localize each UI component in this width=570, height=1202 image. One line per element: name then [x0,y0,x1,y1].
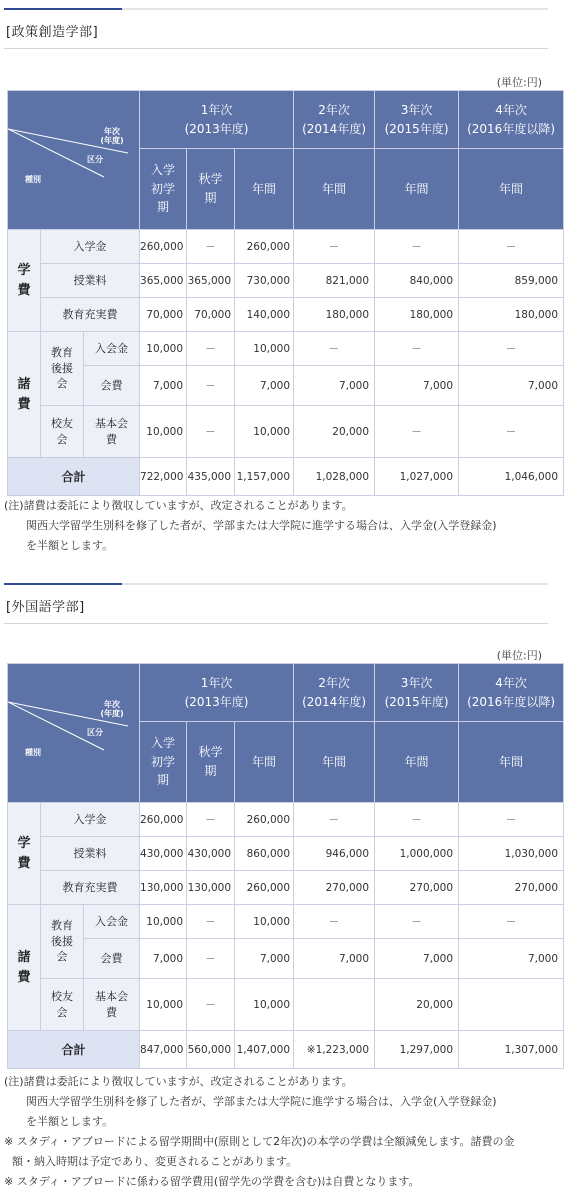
cell: 10,000 [235,979,294,1031]
section-header [0,583,570,627]
header-year4: 4年次 (2016年度以降) [459,664,564,722]
row-label-entry-fee: 入会金 [84,905,140,939]
header-year3: 3年次 (2015年度) [375,664,459,722]
header-year4: 4年次 (2016年度以降) [459,91,564,149]
row-label-total: 合計 [8,1031,140,1069]
cell: 946,000 [294,837,375,871]
header-rule [4,583,548,585]
header-rule [4,8,548,10]
cell: 260,000 [235,803,294,837]
cell: － [294,803,375,837]
header-entry-term: 入学 初学 期 [140,149,187,230]
corner-diagonals [8,664,140,803]
cell: － [187,406,235,458]
cell: 1,307,000 [459,1031,564,1069]
row-label-tuition: 授業料 [41,837,140,871]
note-line: ※ スタディ・アブロードに係わる留学費用(留学先の学費を含む)は自費となります。 [4,1175,420,1188]
corner-diagonals [8,91,140,230]
unit-label: (単位:円) [496,76,542,89]
table-row [8,332,564,366]
cell: 7,000 [235,939,294,979]
cell: 860,000 [235,837,294,871]
category-gakuhi: 学 費 [8,803,41,905]
cell: 560,000 [187,1031,235,1069]
cell: 260,000 [140,230,187,264]
cell: － [187,939,235,979]
corner-type-label: 種別 [25,748,41,757]
cell: 270,000 [294,871,375,905]
cell: 180,000 [294,298,375,332]
cell: 180,000 [459,298,564,332]
corner-division-label: 区分 [87,155,103,164]
table-row [8,905,564,939]
note-line: (注)諸費は委託により徴収していますが、改定されることがあります。 [4,499,353,512]
cell: － [459,332,564,366]
cell: － [375,803,459,837]
cell: － [375,406,459,458]
table-row [8,939,564,979]
cell: － [375,332,459,366]
header-annual: 年間 [235,722,294,803]
table-row [8,979,564,1031]
cell: 7,000 [294,366,375,406]
cell: 1,027,000 [375,458,459,496]
cell: 730,000 [235,264,294,298]
header-annual: 年間 [235,149,294,230]
header-entry-term: 入学 初学 期 [140,722,187,803]
cell: 1,030,000 [459,837,564,871]
header-annual-y3: 年間 [375,149,459,230]
section-title: [外国語学部] [6,600,85,615]
cell: － [459,803,564,837]
cell: 270,000 [459,871,564,905]
cell [459,979,564,1031]
cell: 10,000 [235,406,294,458]
cell: ※1,223,000 [294,1031,375,1069]
cell: 20,000 [375,979,459,1031]
table-row [8,264,564,298]
cell: 70,000 [140,298,187,332]
cell: － [187,803,235,837]
row-label-basic-fee: 基本会 費 [84,406,140,458]
table-row [8,230,564,264]
cell: 7,000 [375,939,459,979]
cell: 70,000 [187,298,235,332]
title-underline [4,623,548,624]
note-line: ※ スタディ・アブロードによる留学期間中(原則として2年次)の本学の学費は全額減免します。諸費の金 [4,1135,515,1148]
corner-year-label: 年次 (年度) [100,127,124,146]
cell: 7,000 [459,366,564,406]
category-shohi: 諸 費 [8,332,41,458]
cell: 847,000 [140,1031,187,1069]
corner-type-label: 種別 [25,175,41,184]
table-row-total [8,1031,564,1069]
cell: 260,000 [140,803,187,837]
header-year2: 2年次 (2014年度) [294,91,375,149]
header-year2: 2年次 (2014年度) [294,664,375,722]
table-row [8,803,564,837]
cell: － [459,406,564,458]
cell: 821,000 [294,264,375,298]
corner-division-label: 区分 [87,728,103,737]
row-label-admission: 入学金 [41,230,140,264]
header-annual-y4: 年間 [459,722,564,803]
cell: － [187,332,235,366]
header-year3: 3年次 (2015年度) [375,91,459,149]
category-shohi: 諸 費 [8,905,41,1031]
header-corner [8,91,140,230]
unit-label: (単位:円) [496,649,542,662]
table-row [8,366,564,406]
note-line: (注)諸費は委託により徴収していますが、改定されることがあります。 [4,1075,353,1088]
cell: 7,000 [140,366,187,406]
row-label-basic-fee: 基本会 費 [84,979,140,1031]
cell: 1,028,000 [294,458,375,496]
notes [4,1072,560,1192]
cell: 1,000,000 [375,837,459,871]
table-row-total [8,458,564,496]
cell: 140,000 [235,298,294,332]
header-autumn-term: 秋学 期 [187,722,235,803]
header-autumn-term: 秋学 期 [187,149,235,230]
cell: 10,000 [140,979,187,1031]
cell: 430,000 [140,837,187,871]
row-label-total: 合計 [8,458,140,496]
row-label-admission: 入学金 [41,803,140,837]
cell: 1,407,000 [235,1031,294,1069]
cell: － [375,905,459,939]
cell: 10,000 [140,905,187,939]
row-label-koyukai: 校友 会 [41,406,84,458]
cell: 722,000 [140,458,187,496]
header-year1: 1年次 (2013年度) [140,91,294,149]
cell: 10,000 [140,332,187,366]
cell: 130,000 [140,871,187,905]
corner-year-label: 年次 (年度) [100,700,124,719]
header-annual-y2: 年間 [294,149,375,230]
cell: 130,000 [187,871,235,905]
header-year1: 1年次 (2013年度) [140,664,294,722]
cell: － [459,905,564,939]
cell: 7,000 [235,366,294,406]
row-label-membership: 会費 [84,939,140,979]
cell: 180,000 [375,298,459,332]
note-line: を半額とします。 [26,539,114,552]
cell: 1,157,000 [235,458,294,496]
note-line: 関西大学留学生別科を修了した者が、学部または大学院に進学する場合は、入学金(入学登録金) [26,519,497,532]
table-row [8,406,564,458]
header-corner [8,664,140,803]
row-label-entry-fee: 入会金 [84,332,140,366]
cell: － [187,230,235,264]
cell: 1,046,000 [459,458,564,496]
header-annual-y4: 年間 [459,149,564,230]
cell: 7,000 [294,939,375,979]
row-label-education-fee: 教育充実費 [41,871,140,905]
cell: 7,000 [140,939,187,979]
note-line: 額・納入時期は予定であり、変更されることがあります。 [12,1155,298,1168]
cell: － [294,230,375,264]
section-gaikokugo [0,583,570,1198]
section-title: [政策創造学部] [6,25,99,40]
row-label-koenkai: 教育 後援 会 [41,905,84,979]
cell: 365,000 [187,264,235,298]
cell: 20,000 [294,406,375,458]
fee-table [7,90,564,496]
row-label-membership: 会費 [84,366,140,406]
table-row [8,837,564,871]
title-underline [4,48,548,49]
row-label-education-fee: 教育充実費 [41,298,140,332]
cell: － [294,332,375,366]
category-gakuhi: 学 費 [8,230,41,332]
table-row [8,298,564,332]
cell: 1,297,000 [375,1031,459,1069]
note-line: を半額とします。 [26,1115,114,1128]
cell: 10,000 [140,406,187,458]
cell: 365,000 [140,264,187,298]
cell [294,979,375,1031]
fee-table [7,663,564,1069]
cell: 270,000 [375,871,459,905]
cell: 7,000 [375,366,459,406]
cell: 840,000 [375,264,459,298]
cell: 10,000 [235,332,294,366]
cell: － [459,230,564,264]
cell: － [187,366,235,406]
header-annual-y3: 年間 [375,722,459,803]
cell: － [375,230,459,264]
cell: 859,000 [459,264,564,298]
section-seisaku [0,8,570,576]
row-label-koyukai: 校友 会 [41,979,84,1031]
cell: － [294,905,375,939]
cell: 260,000 [235,871,294,905]
cell: － [187,979,235,1031]
cell: 260,000 [235,230,294,264]
notes [4,496,560,556]
note-line: 関西大学留学生別科を修了した者が、学部または大学院に進学する場合は、入学金(入学登録金) [26,1095,497,1108]
row-label-koenkai: 教育 後援 会 [41,332,84,406]
cell: － [187,905,235,939]
section-header [0,8,570,52]
table-row [8,871,564,905]
header-annual-y2: 年間 [294,722,375,803]
cell: 10,000 [235,905,294,939]
cell: 435,000 [187,458,235,496]
cell: 430,000 [187,837,235,871]
row-label-tuition: 授業料 [41,264,140,298]
cell: 7,000 [459,939,564,979]
